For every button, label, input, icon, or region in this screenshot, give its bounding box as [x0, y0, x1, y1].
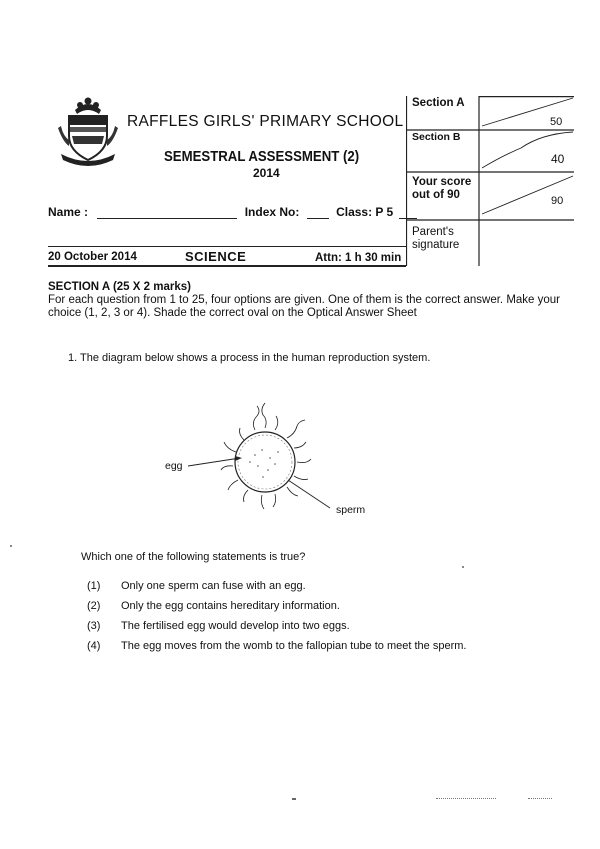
scan-speck	[462, 566, 464, 568]
option-2-text: Only the egg contains hereditary information.	[121, 600, 340, 612]
student-info-row	[48, 205, 417, 219]
option-1-text: Only one sperm can fuse with an egg.	[121, 580, 306, 592]
section-a-max: 50	[550, 116, 563, 128]
section-a-title: SECTION A (25 X 2 marks)	[48, 281, 191, 293]
school-name: RAFFLES GIRLS' PRIMARY SCHOOL	[127, 113, 404, 130]
total-score-label: Your score out of 90	[412, 176, 472, 201]
exam-date: 20 October 2014	[48, 251, 137, 263]
parent-signature-field[interactable]	[482, 222, 572, 262]
school-crest-logo	[55, 96, 121, 168]
exam-title: SEMESTRAL ASSESSMENT (2)	[164, 148, 360, 165]
divider-line	[48, 246, 406, 247]
index-field[interactable]	[307, 206, 329, 219]
question-1-prompt: Which one of the following statements is true?	[81, 551, 306, 563]
class-label: Class: P 5	[336, 205, 394, 219]
name-label: Name :	[48, 205, 89, 219]
sperm-label: sperm	[336, 504, 366, 516]
exam-duration: Attn: 1 h 30 min	[315, 252, 402, 264]
option-1-number: (1)	[87, 580, 101, 592]
index-label: Index No:	[244, 205, 300, 219]
header-underline	[48, 265, 406, 267]
footer-mark	[292, 798, 296, 800]
total-score-max: 90	[551, 195, 564, 207]
score-table	[406, 96, 574, 265]
section-b-label: Section B	[412, 131, 461, 143]
section-a-label: Section A	[412, 97, 465, 109]
section-b-max: 40	[551, 152, 565, 166]
section-a-instructions: For each question from 1 to 25, four options are given. One of them is the correct answer. Make your choice (1, 2, 3 or 4). Shade the correct oval on the Optical Answer Sheet	[48, 294, 561, 319]
option-3-number: (3)	[87, 620, 101, 632]
option-4-text: The egg moves from the womb to the fallopian tube to meet the sperm.	[121, 640, 467, 652]
option-3-text: The fertilised egg would develop into two eggs.	[121, 620, 350, 632]
option-2-number: (2)	[87, 600, 101, 612]
parent-signature-label: Parent's signature	[412, 226, 460, 251]
footer-mark	[528, 798, 552, 800]
name-field[interactable]	[97, 206, 237, 219]
scan-speck	[10, 545, 12, 547]
option-4-number: (4)	[87, 640, 101, 652]
exam-year: 2014	[253, 166, 280, 180]
exam-subject: SCIENCE	[185, 249, 247, 264]
footer-mark	[436, 798, 496, 800]
egg-label: egg	[165, 460, 183, 472]
question-1-stem: 1. The diagram below shows a process in the human reproduction system.	[68, 352, 431, 364]
